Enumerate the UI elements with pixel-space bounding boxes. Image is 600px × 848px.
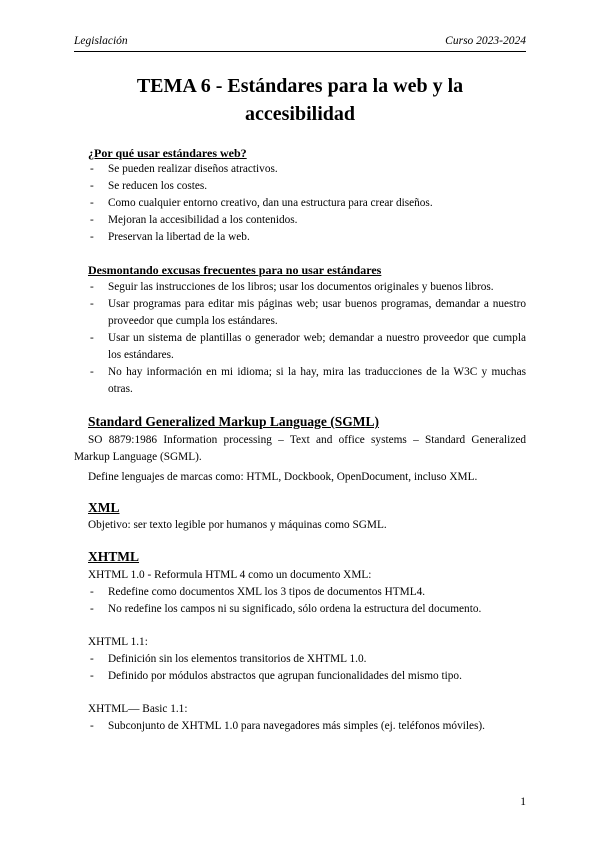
list-item: - No redefine los campos ni su significado, sólo ordena la estructura del documento. [88, 601, 526, 618]
title-line-1: TEMA 6 - Estándares para la web y la [136, 75, 464, 97]
title-line-2: accesibilidad [244, 103, 355, 125]
xhtml11-intro: XHTML 1.1: [88, 636, 148, 648]
section-heading-xhtml: XHTML [88, 549, 140, 564]
list-item: - Se pueden realizar diseños atractivos. [88, 161, 526, 178]
list-item: - Se reducen los costes. [88, 178, 526, 195]
sgml-paragraph-2: Define lenguajes de marcas como: HTML, Dockbook, OpenDocument, incluso XML. [88, 471, 478, 483]
xhtml-basic-list [88, 718, 526, 735]
list-item: - Preservan la libertad de la web. [88, 229, 526, 246]
page-header [74, 35, 526, 52]
page-number: 1 [520, 796, 526, 808]
xhtml10-list [88, 584, 526, 618]
header-course: Curso 2023-2024 [445, 35, 526, 47]
excuses-list [88, 279, 526, 398]
list-item: - Redefine como documentos XML los 3 tipos de documentos HTML4. [88, 584, 526, 601]
section-heading-sgml: Standard Generalized Markup Language (SGML) [88, 414, 380, 429]
section-heading-xml: XML [88, 500, 120, 515]
header-subject: Legislación [74, 35, 128, 47]
list-item: - Usar programas para editar mis páginas web; usar buenos programas, demandar a nuestro proveedor que cumpla los estándares. [88, 296, 526, 330]
list-item: - Mejoran la accesibilidad a los contenidos. [88, 212, 526, 229]
list-item: - Como cualquier entorno creativo, dan una estructura para crear diseños. [88, 195, 526, 212]
list-item: - No hay información en mi idioma; si la hay, mira las traducciones de la W3C y muchas otras. [88, 364, 526, 398]
list-item: - Seguir las instrucciones de los libros; usar los documentos originales y buenos libros. [88, 279, 526, 296]
sgml-paragraph-1: SO 8879:1986 Information processing – Text and office systems – Standard Generalized Markup Language (SGML). [74, 434, 526, 463]
section-heading-excuses: Desmontando excusas frecuentes para no usar estándares [88, 263, 382, 277]
why-list [88, 161, 526, 246]
list-item: - Definido por módulos abstractos que agrupan funcionalidades del mismo tipo. [88, 668, 526, 685]
page-title [74, 72, 526, 128]
list-item: - Usar un sistema de plantillas o generador web; demandar a nuestro proveedor que cumpla los estándares. [88, 330, 526, 364]
xhtml11-list [88, 651, 526, 685]
xhtml10-intro: XHTML 1.0 - Reformula HTML 4 como un documento XML: [88, 569, 372, 581]
list-item: - Definición sin los elementos transitorios de XHTML 1.0. [88, 651, 526, 668]
section-heading-why: ¿Por qué usar estándares web? [88, 146, 247, 160]
list-item: - Subconjunto de XHTML 1.0 para navegadores más simples (ej. teléfonos móviles). [88, 718, 526, 735]
xml-paragraph: Objetivo: ser texto legible por humanos y máquinas como SGML. [88, 519, 387, 531]
xhtml-basic-intro: XHTML— Basic 1.1: [88, 703, 188, 715]
